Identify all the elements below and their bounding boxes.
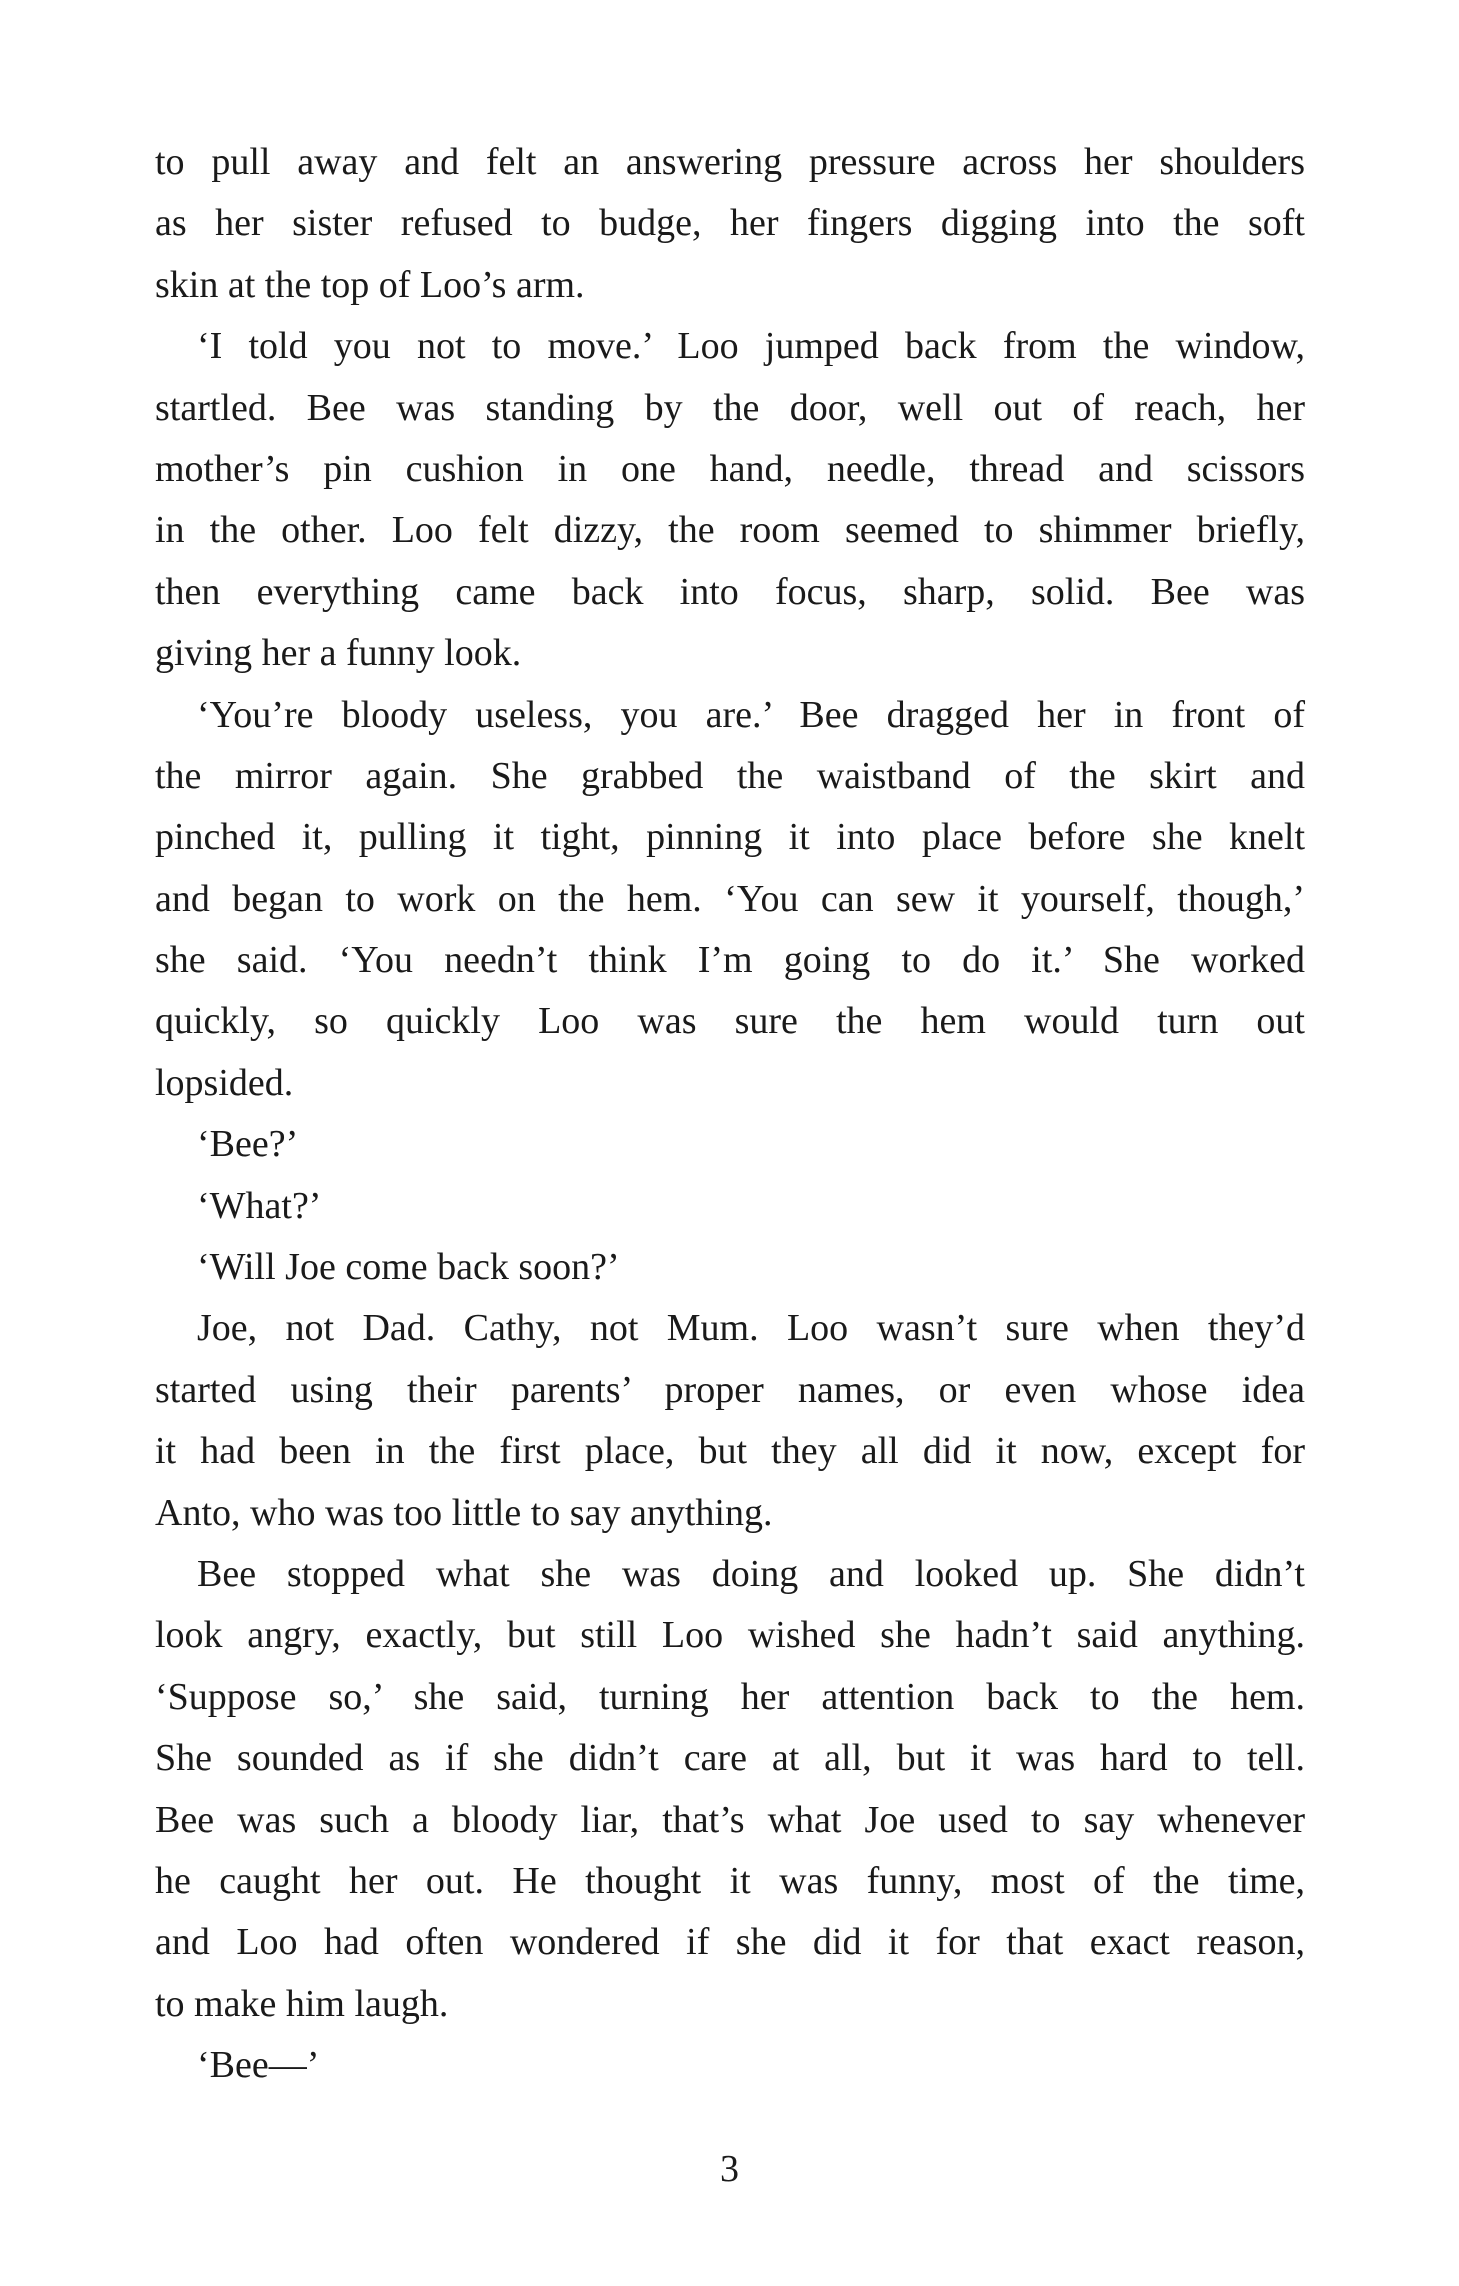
text-line: Bee stopped what she was doing and looked up. She didn’t	[197, 1552, 1305, 1595]
text-line: it had been in the first place, but they all did it now, except for	[155, 1430, 1305, 1473]
text-line: skin at the top of Loo’s arm.	[155, 263, 585, 306]
text-line: the mirror again. She grabbed the waistband of the skirt and	[155, 754, 1305, 797]
text-line: he caught her out. He thought it was funny, most of the time,	[155, 1859, 1305, 1902]
text-line: ‘I told you not to move.’ Loo jumped back from the window,	[197, 325, 1305, 368]
text-line: pinched it, pulling it tight, pinning it into place before she knelt	[155, 816, 1305, 859]
text-line: Joe, not Dad. Cathy, not Mum. Loo wasn’t sure when they’d	[197, 1307, 1305, 1350]
text-line: she said. ‘You needn’t think I’m going to do it.’ She worked	[155, 939, 1305, 982]
text-line: mother’s pin cushion in one hand, needle, thread and scissors	[155, 447, 1305, 490]
text-line: ‘What?’	[197, 1184, 322, 1227]
text-line: look angry, exactly, but still Loo wished she hadn’t said anything.	[155, 1614, 1305, 1657]
text-line: and Loo had often wondered if she did it for that exact reason,	[155, 1921, 1305, 1964]
text-line: quickly, so quickly Loo was sure the hem would turn out	[155, 1000, 1305, 1043]
text-line: in the other. Loo felt dizzy, the room seemed to shimmer briefly,	[155, 509, 1305, 552]
text-line: started using their parents’ proper names, or even whose idea	[155, 1368, 1305, 1411]
text-line: startled. Bee was standing by the door, well out of reach, her	[155, 386, 1305, 429]
text-line: ‘Bee—’	[197, 2044, 320, 2087]
text-line: She sounded as if she didn’t care at all, but it was hard to tell.	[155, 1737, 1305, 1780]
text-line: to make him laugh.	[155, 1982, 449, 2025]
text-line: as her sister refused to budge, her fingers digging into the soft	[155, 202, 1305, 245]
text-line: to pull away and felt an answering pressure across her shoulders	[155, 141, 1305, 183]
text-line: giving her a funny look.	[155, 632, 522, 675]
text-line: ‘You’re bloody useless, you are.’ Bee dragged her in front of	[197, 693, 1305, 736]
text-line: Anto, who was too little to say anything.	[155, 1491, 773, 1534]
text-line: then everything came back into focus, sharp, solid. Bee was	[155, 570, 1305, 613]
text-line: lopsided.	[155, 1061, 294, 1104]
page-number: 3	[720, 2148, 739, 2190]
body-text	[155, 132, 1305, 2097]
text-line: ‘Bee?’	[197, 1123, 299, 1166]
text-line: ‘Suppose so,’ she said, turning her attention back to the hem.	[155, 1675, 1305, 1718]
text-line: Bee was such a bloody liar, that’s what Joe used to say whenever	[155, 1798, 1305, 1841]
text-line: ‘Will Joe come back soon?’	[197, 1246, 620, 1289]
text-line: and began to work on the hem. ‘You can sew it yourself, though,’	[155, 877, 1305, 920]
